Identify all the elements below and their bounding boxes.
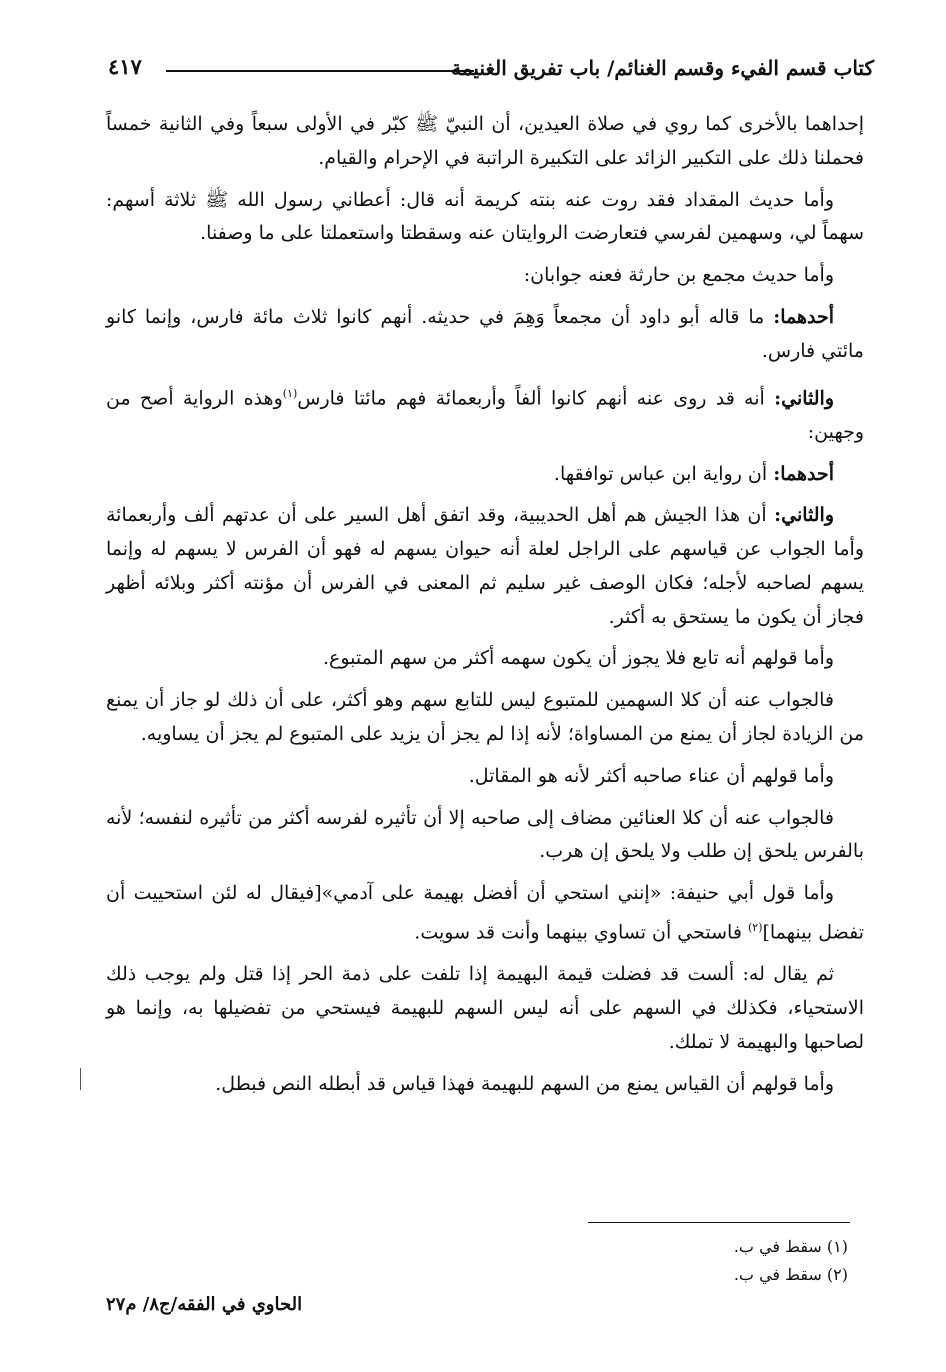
- paragraph-lead: والثاني:: [774, 386, 834, 409]
- main-text: [106, 108, 864, 1109]
- page-header: [108, 56, 874, 86]
- footnote-ref: (١): [282, 386, 298, 400]
- paragraph: [106, 877, 864, 950]
- footnote-1: (١) سقط في ب.: [733, 1237, 848, 1256]
- footnotes: [448, 1233, 848, 1289]
- paragraph: [106, 802, 864, 870]
- footnote-2: (٢) سقط في ب.: [733, 1265, 848, 1284]
- footnote-ref: (٢): [747, 921, 763, 935]
- paragraph: [106, 684, 864, 752]
- paragraph-text-continued: فاستحي أن تساوي بينهما وأنت قد سويت.: [414, 921, 748, 944]
- paragraph-text: أنه قد روى عنه أنهم كانوا ألفاً وأربعمائة فهم مائتا فارس: [297, 386, 775, 409]
- paragraph: [106, 642, 864, 676]
- margin-mark: [80, 1068, 81, 1090]
- footnote-rule: [588, 1222, 850, 1223]
- running-title: كتاب قسم الفيء وقسم الغنائم/ باب تفريق الغنيمة: [451, 56, 874, 80]
- paragraph-text: إحداهما بالأخرى كما روي في صلاة العيدين، أن النبيّ ﷺ كبّر في الأولى سبعاً وفي الثانية خمساً فحملنا ذلك على التكبير الزائد على التكبيرة الراتبة في الإحرام والقيام.: [106, 113, 864, 169]
- book-footer: الحاوي في الفقه/ج٨/ م٢٧: [106, 1294, 303, 1315]
- paragraph: [106, 259, 864, 293]
- paragraph: [106, 301, 864, 369]
- paragraph-text: وأما قول أبي حنيفة: «إنني استحي أن أفضل بهيمة على آدمي»[فيقال له لئن استحييت أن تفضل بينهما]: [106, 882, 864, 944]
- paragraph-lead: أحدهما:: [773, 305, 834, 328]
- paragraph: [106, 499, 864, 634]
- paragraph: [106, 377, 864, 450]
- paragraph: [106, 760, 864, 794]
- paragraph-text: ما قاله أبو داود أن مجمعاً وَهِمَ في حديثه. أنهم كانوا ثلاث مائة فارس، وإنما كانو مائتي فارس.: [106, 305, 864, 362]
- paragraph: [106, 184, 864, 252]
- paragraph: [106, 458, 864, 492]
- paragraph: [106, 108, 864, 176]
- paragraph-text: وأما قولهم أنه تابع فلا يجوز أن يكون سهمه أكثر من سهم المتبوع.: [322, 647, 834, 670]
- paragraph-text-continued: وهذه الرواية أصح من وجهين:: [106, 386, 864, 443]
- paragraph-text: أن رواية ابن عباس توافقها.: [553, 462, 774, 485]
- header-rule: [166, 70, 474, 72]
- paragraph-lead: أحدهما:: [773, 462, 834, 485]
- paragraph: [106, 1068, 864, 1102]
- paragraph-text: وأما حديث المقداد فقد روت عنه بنته كريمة أنه قال: أعطاني رسول الله ﷺ ثلاثة أسهم: سهماً لي، وسهمين لفرسي فتعارضت الروايتان عنه وسقطتا واستعملتا على ما وصفنا.: [106, 188, 864, 245]
- paragraph-text: وأما حديث مجمع بن حارثة فعنه جوابان:: [523, 264, 834, 287]
- paragraph-lead: والثاني:: [774, 504, 834, 527]
- page-number: ٤١٧: [108, 54, 142, 79]
- paragraph-text: فالجواب عنه أن كلا العنائين مضاف إلى صاحبه إلا أن تأثيره لفرسه أكثر من تأثيره لنفسه؛ لأنه بالفرس يلحق إن طلب ولا يلحق إن هرب.: [106, 806, 864, 863]
- paragraph-text: ثم يقال له: ألست قد فضلت قيمة البهيمة إذا تلفت على ذمة الحر إذا قتل ولم يوجب ذلك الاستحياء، فكذلك في السهم على أنه ليس السهم للبهيمة فيستحي من تفضيلها به، وإنما هو لصاحبها والبهيمة لا تملك.: [106, 963, 864, 1053]
- paragraph-text: فالجواب عنه أن كلا السهمين للمتبوع ليس للتابع سهم وهو أكثر، على أن ذلك لو جاز أن يمنع من الزيادة لجاز أن يمنع من المساواة؛ لأنه إذا لم يجز أن يزيد على المتبوع لم يجز أن يساويه.: [106, 689, 864, 746]
- paragraph-text: وأما قولهم أن القياس يمنع من السهم للبهيمة فهذا قياس قد أبطله النص فبطل.: [215, 1072, 834, 1095]
- paragraph-text: وأما قولهم أن عناء صاحبه أكثر لأنه هو المقاتل.: [468, 764, 834, 787]
- paragraph-text: أن هذا الجيش هم أهل الحديبية، وقد اتفق أهل السير على أن عدتهم ألف وأربعمائة وأما الجواب عن قياسهم على الراجل لعلة أنه حيوان يسهم له فهو أن الفرس لا يسهم له وإنما يسهم لصاحبه لأجله؛ فكان الوصف غير سليم ثم المعنى في الفرس أن مؤنته أكثر وبلائه أظهر فجاز أن يكون ما يستحق به أكثر.: [106, 504, 864, 628]
- paragraph: [106, 958, 864, 1059]
